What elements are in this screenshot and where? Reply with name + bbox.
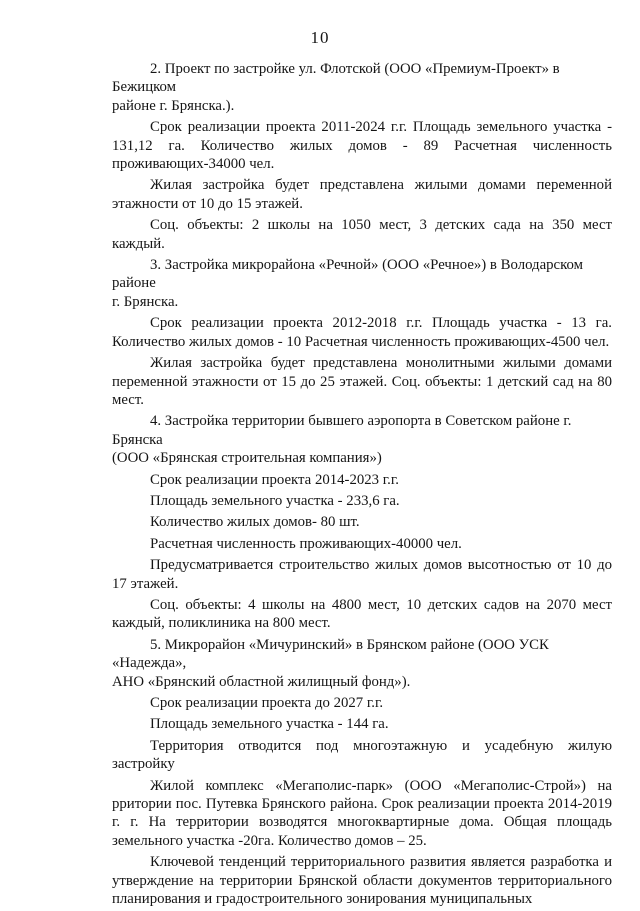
paragraph: Количество жилых домов- 80 шт.	[150, 514, 360, 531]
paragraph: Соц. объекты: 2 школы на 1050 мест, 3 детских сада на 350 мест каждый.	[112, 217, 612, 252]
document-body	[112, 60, 612, 911]
paragraph: Срок реализации проекта 2011-2024 г.г. Площадь земельного участка - 131,12 га. Количество жилых домов - 89 Расчетная численность проживающих-34000 чел.	[112, 119, 612, 173]
paragraph: (ООО «Брянская строительная компания»)	[112, 450, 382, 467]
paragraph: 5. Микрорайон «Мичуринский» в Брянском районе (ООО УСК «Надежда»,	[112, 636, 549, 672]
page-number: 10	[310, 28, 330, 47]
paragraph: Жилая застройка будет представлена жилыми домами переменной этажности от 10 до 15 этажей.	[112, 177, 612, 212]
paragraph: г. Брянска.	[112, 293, 179, 310]
paragraph: Срок реализации проекта до 2027 г.г.	[150, 695, 384, 711]
paragraph: Предусматривается строительство жилых домов высотностью от 10 до 17 этажей.	[112, 557, 612, 592]
paragraph: Территория отводится под многоэтажную и усадебную жилую застройку	[112, 737, 612, 773]
paragraph: Соц. объекты: 4 школы на 4800 мест, 10 детских садов на 2070 мест каждый, поликлиника на 800 мест.	[112, 596, 612, 632]
paragraph: 2. Проект по застройке ул. Флотской (ООО «Премиум-Проект» в Бежицком	[112, 61, 560, 96]
paragraph: Срок реализации проекта 2014-2023 г.г.	[150, 471, 399, 488]
paragraph: Ключевой тенденций территориального развития является разработка и утверждение на территории Брянской области документов территориального планирования и градостроительного зонирования муниципальных	[112, 854, 612, 908]
paragraph: Площадь земельного участка - 144 га.	[150, 716, 389, 733]
paragraph: Жилая застройка будет представлена монолитными жилыми домами переменной этажности от 15 до 25 этажей. Соц. объекты: 1 детский сад на 80 мест.	[112, 355, 612, 408]
paragraph: 4. Застройка территории бывшего аэропорта в Советском районе г. Брянска	[112, 413, 572, 448]
paragraph: Площадь земельного участка - 233,6 га.	[150, 492, 400, 509]
paragraph: Жилой комплекс «Мегаполис-парк» (ООО «Мегаполис-Строй») на рритории пос. Путевка Брянского района. Срок реализации проекта 2014-2019 г. г. На территории возводятся многоквартирные дома. Общая площадь земельного участка -20га. Количество домов – 25.	[112, 777, 612, 849]
paragraph: Срок реализации проекта 2012-2018 г.г. Площадь участка - 13 га. Количество жилых домов - 10 Расчетная численность проживающих-4500 чел.	[112, 315, 612, 350]
paragraph: АНО «Брянский областной жилищный фонд»).	[112, 673, 411, 690]
paragraph: Расчетная численность проживающих-40000 чел.	[150, 535, 462, 552]
paragraph: 3. Застройка микрорайона «Речной» (ООО «Речное») в Володарском районе	[112, 257, 584, 292]
paragraph: районе г. Брянска.).	[112, 97, 235, 114]
